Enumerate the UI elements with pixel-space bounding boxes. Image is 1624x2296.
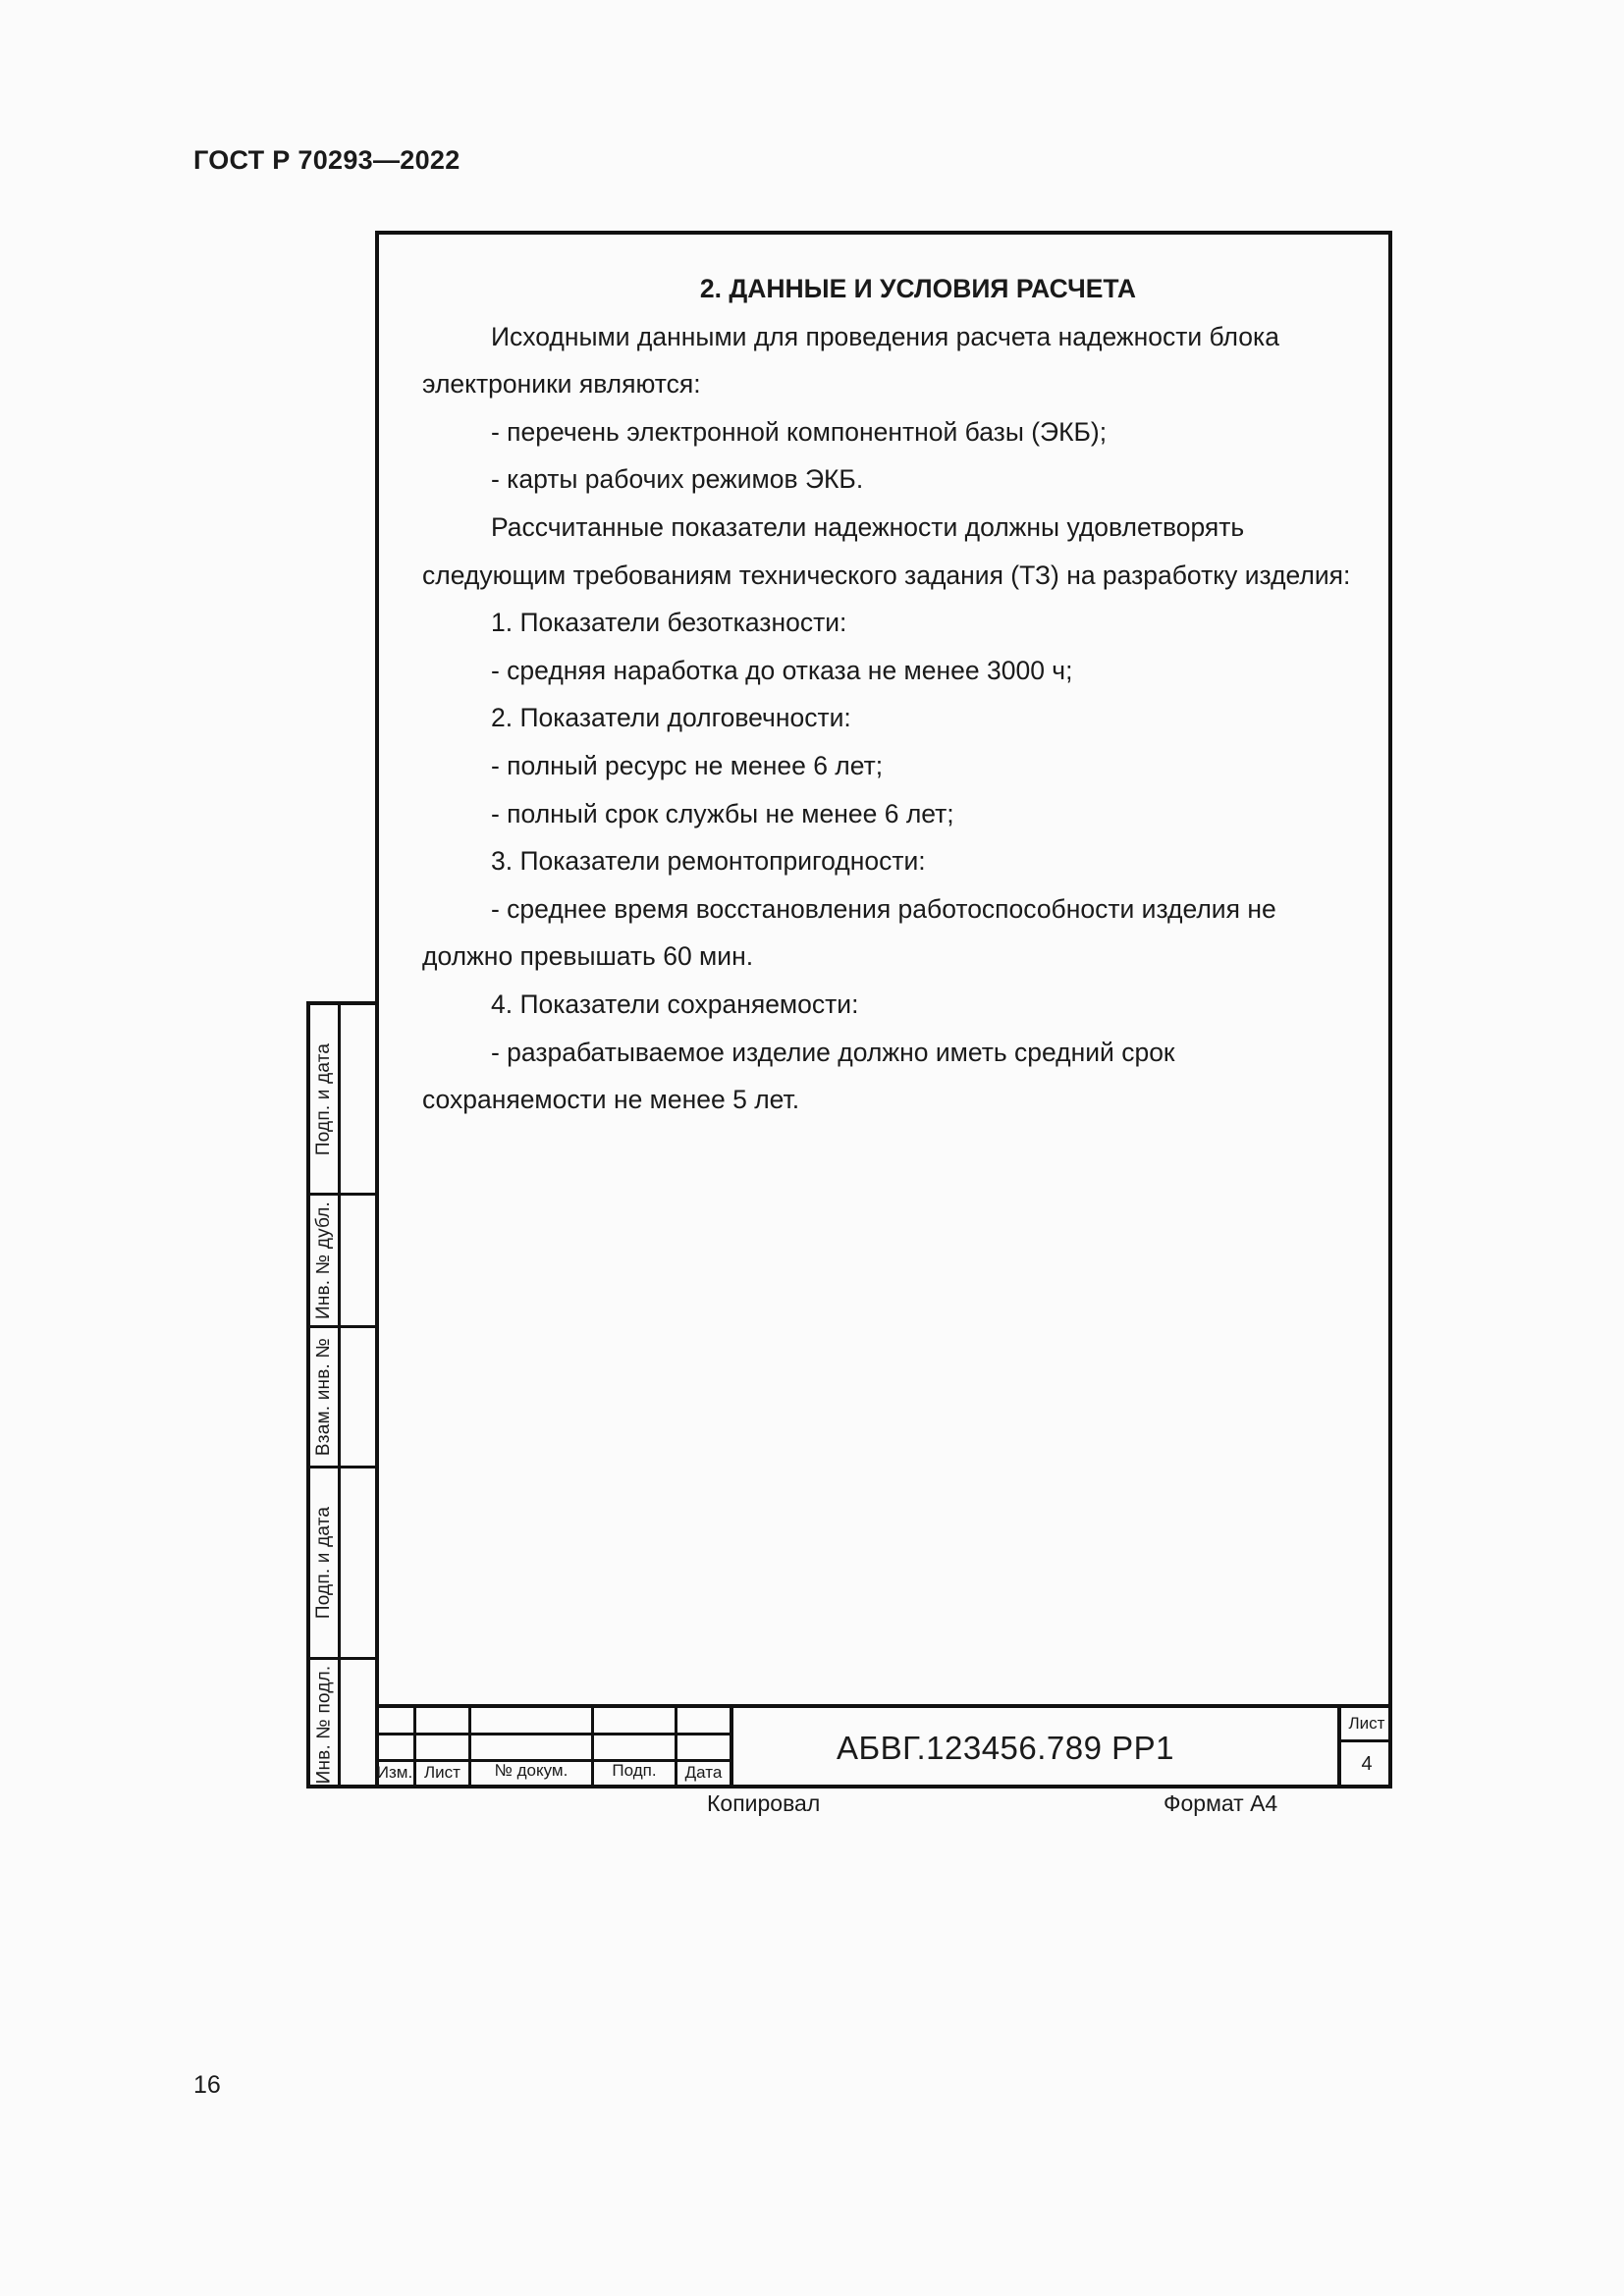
body-paragraph: 1. Показатели безотказности: — [491, 608, 847, 638]
section-heading: 2. ДАННЫЕ И УСЛОВИЯ РАСЧЕТА — [699, 274, 1137, 303]
column-label-change: Изм. — [376, 1763, 413, 1782]
body-paragraph: Рассчитанные показатели надежности должны удовлетворять следующим требованиям технического задания (ТЗ) на разработку изделия: — [422, 511, 1351, 590]
body-paragraph: - разрабатываемое изделие должно иметь средний срок сохраняемости не менее 5 лет. — [422, 1037, 1175, 1115]
body-paragraph: - среднее время восстановления работоспособности изделия не должно превышать 60 мин. — [422, 893, 1276, 972]
body-paragraph: - перечень электронной компонентной базы (ЭКБ); — [491, 416, 1108, 447]
title-block — [375, 1704, 1392, 1789]
document-body — [422, 265, 1365, 1124]
side-label-signature-date: Подп. и дата — [313, 1042, 335, 1155]
column-label-signature: Подп. — [612, 1761, 657, 1780]
side-label-duplicate-inventory: Инв. № дубл. — [313, 1201, 334, 1320]
body-paragraph: - карты рабочих режимов ЭКБ. — [491, 464, 864, 495]
column-label-date: Дата — [684, 1763, 723, 1782]
side-label-original-inventory: Инв. № подл. — [313, 1665, 335, 1784]
standard-header: ГОСТ Р 70293—2022 — [193, 145, 460, 175]
page-number: 16 — [193, 2071, 221, 2099]
side-label-replacement-inventory: Взам. инв. № — [313, 1337, 334, 1457]
column-label-document-number: № докум. — [494, 1761, 568, 1780]
sheet-number: 4 — [1361, 1753, 1373, 1775]
body-paragraph: - средняя наработка до отказа не менее 3000 ч; — [491, 655, 1073, 685]
column-label-sheet: Лист — [424, 1763, 460, 1782]
document-code: АБВГ.123456.789 РР1 — [836, 1730, 1175, 1766]
divider — [1337, 1739, 1392, 1742]
divider — [338, 1005, 341, 1785]
body-paragraph: - полный срок службы не менее 6 лет; — [491, 798, 954, 828]
body-paragraph: 2. Показатели долговечности: — [491, 703, 851, 733]
body-paragraph: Исходными данными для проведения расчета надежности блока электроники являются: — [422, 321, 1279, 400]
body-paragraph: - полный ресурс не менее 6 лет; — [491, 750, 884, 780]
sheet-label: Лист — [1348, 1714, 1385, 1733]
body-paragraph: 4. Показатели сохраняемости: — [491, 988, 859, 1019]
side-label-signature-date: Подп. и дата — [313, 1506, 335, 1620]
margin-stamp-column — [306, 1001, 379, 1789]
divider — [375, 1704, 1392, 1708]
format-label: Формат А4 — [1164, 1790, 1278, 1816]
copied-label: Копировал — [707, 1790, 821, 1816]
body-paragraph: 3. Показатели ремонтопригодности: — [491, 846, 926, 877]
